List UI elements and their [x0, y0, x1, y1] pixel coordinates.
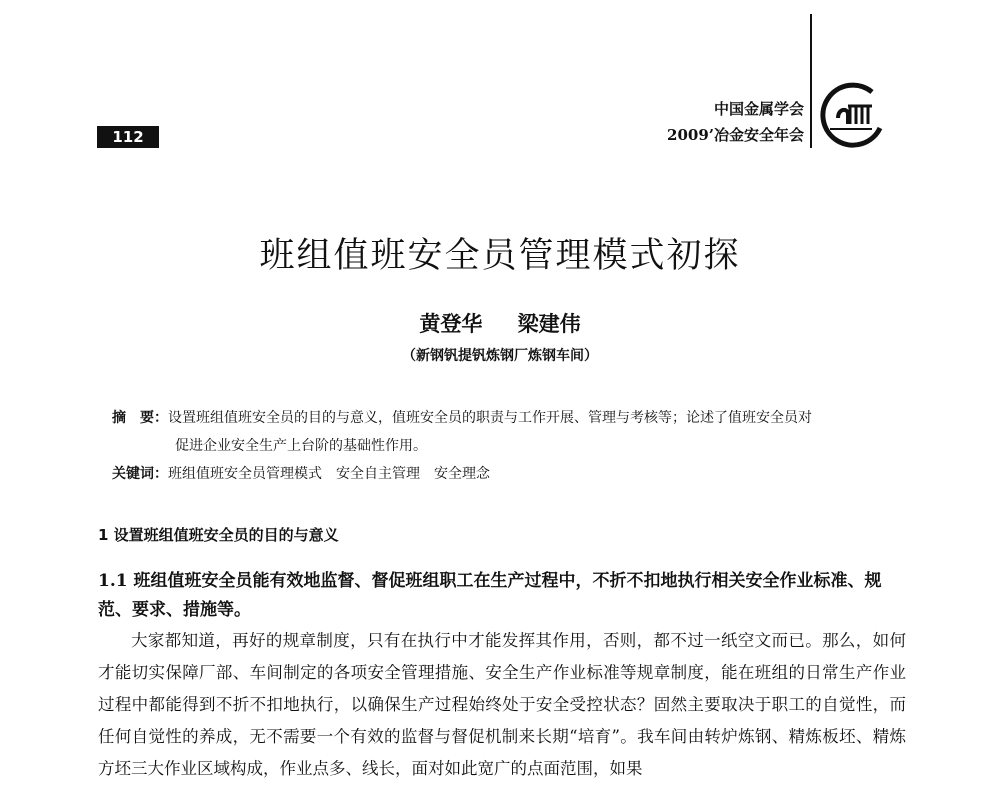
page-number: 112: [97, 126, 159, 148]
section-heading: 1 设置班组值班安全员的目的与意义: [98, 526, 339, 544]
journal-header: [622, 96, 804, 148]
abstract-text: 设置班组值班安全员的目的与意义，值班安全员的职责与工作开展、管理与考核等；论述了值班安全员对: [168, 410, 812, 426]
author-name: 梁建伟: [517, 311, 581, 336]
author-name: 黄登华: [419, 311, 483, 336]
keywords-text: 班组值班安全员管理模式 安全自主管理 安全理念: [168, 466, 490, 482]
body-text: [98, 625, 906, 785]
abstract: [112, 404, 902, 460]
abstract-text: 促进企业安全生产上台阶的基础性作用。: [175, 438, 427, 454]
author-affiliation: （新钢钒提钒炼钢厂炼钢车间）: [402, 348, 598, 364]
society-name: 中国金属学会: [713, 100, 804, 118]
keywords-label: 关键词：: [112, 466, 168, 482]
body-paragraph: 大家都知道，再好的规章制度，只有在执行中才能发挥其作用，否则，都不过一纸空文而已。那么，如何才能切实保障厂部、车间制定的各项安全管理措施、安全生产作业标准等规章制度，能在班组的日常生产作业过程中都能得到不折不扣地执行，以确保生产过程始终处于安全受控状态？固然主要取决于职工的自觉性，而任何自觉性的养成，无不需要一个有效的监督与督促机制来长期“培育”。我车间由转炉炼钢、精炼板坯、精炼方坯三大作业区域构成，作业点多、线长，面对如此宽广的点面范围，如果: [98, 631, 906, 778]
society-logo-icon: [814, 78, 886, 150]
keywords: [112, 462, 902, 486]
paper-title: 班组值班安全员管理模式初探: [259, 236, 741, 276]
abstract-label: 摘 要：: [112, 410, 168, 426]
author-list: [0, 308, 1000, 338]
subsection-heading: 1.1 班组值班安全员能有效地监督、督促班组职工在生产过程中，不折不扣地执行相关安全作业标准、规范、要求、措施等。: [98, 571, 882, 620]
header-divider: [810, 14, 812, 148]
conference-name: 2009’冶金安全年会: [667, 126, 804, 144]
